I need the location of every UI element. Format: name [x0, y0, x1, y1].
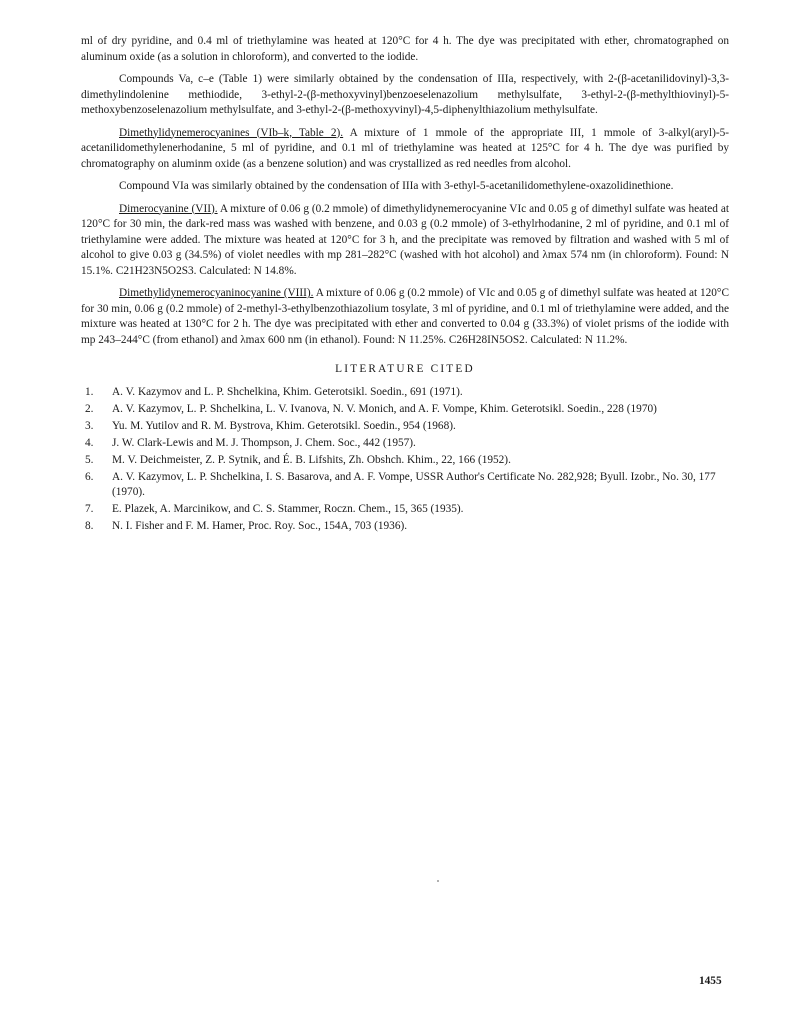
paragraph-3 [81, 126, 729, 173]
page-number: 1455 [699, 975, 722, 987]
reference-number: 3. [85, 419, 94, 432]
reference-item [81, 402, 729, 417]
reference-item [81, 519, 729, 534]
reference-item [81, 502, 729, 517]
article-body [81, 34, 729, 536]
reference-text: A. V. Kazymov, L. P. Shchelkina, L. V. Ivanova, N. V. Monich, and A. F. Vompe, Khim. Geterotsikl. Soedin., 228 (1970) [112, 402, 657, 415]
literature-heading: LITERATURE CITED [335, 363, 475, 375]
paragraph-5 [81, 202, 729, 280]
paragraph-6 [81, 286, 729, 348]
paragraph-3-text: A mixture of 1 mmole of the appropriate III, 1 mmole of 3-alkyl(aryl)-5-acetanilidomethylenerhodanine, 5 ml of pyridine, and 0.1 ml of triethylamine was heated at 125°C for 4 h. The dye was purified by chromatography on aluminm oxide (as a benzene solution) and was crystallized as red needles from alcohol. [81, 126, 730, 170]
paragraph-6-text: A mixture of 0.06 g (0.2 mmole) of VIc and 0.05 g of dimethyl sulfate was heated at 120°C for 30 min, 0.06 g (0.2 mmole) of 2-methyl-3-ethylbenzothiazolium tosylate, 3 ml of pyridine, and 0.1 ml of triethylamine were added, and the mixture was heated at 130°C for 2 h. The dye was precipitated with ether and converted to 0.04 g (33.3%) of violet prisms of the iodide with mp 243–244°C (from ethanol) and λmax 600 nm (in ethanol). Found: N 11.25%. C26H28IN5OS2. Calculated: N 11.2%. [81, 287, 729, 346]
paragraph-1: ml of dry pyridine, and 0.4 ml of triethylamine was heated at 120°C for 4 h. The dye was precipitated with ether, chromatographed on aluminum oxide (as a solution in chloroform), and converted to the iodide. [81, 35, 729, 63]
reference-item [81, 453, 729, 468]
section-lead-merocyaninocyanine: Dimethylidynemerocyaninocyanine (VIII). [119, 287, 314, 299]
reference-text: N. I. Fisher and F. M. Hamer, Proc. Roy. Soc., 154A, 703 (1936). [112, 519, 408, 532]
reference-item [81, 385, 729, 400]
paragraph-4: Compound VIa was similarly obtained by the condensation of IIIa with 3-ethyl-5-acetanilidomethylene-oxazolidinethione. [119, 180, 674, 192]
section-lead-dimethylidynemerocyanines: Dimethylidynemerocyanines (VIb–k, Table 2). [119, 126, 344, 139]
reference-item [81, 436, 729, 451]
reference-number: 7. [85, 502, 94, 515]
paragraph-2: Compounds Va, c–e (Table 1) were similarly obtained by the condensation of IIIa, respectively, with 2-(β-acetanilidovinyl)-3,3-dimethylindolenine methiodide, 3-ethyl-2-(β-methoxyvinyl)benzoeselenazolium methylsulfate, 3-ethyl-2-(β-methylthiovinyl)-5-methoxybenzoselenazolium methylsulfate, and 3-ethyl-2-(β-methoxyvinyl)-4,5-diphenylthiazolium methylsulfate. [81, 73, 729, 116]
reference-number: 8. [85, 519, 94, 532]
reference-text: A. V. Kazymov, L. P. Shchelkina, I. S. Basarova, and A. F. Vompe, USSR Author's Certificate No. 282,928; Byull. Izobr., No. 30, 177 (1970). [112, 470, 716, 498]
reference-text: Yu. M. Yutilov and R. M. Bystrova, Khim. Geterotsikl. Soedin., 954 (1968). [112, 419, 456, 432]
reference-number: 2. [85, 402, 94, 415]
reference-text: J. W. Clark-Lewis and M. J. Thompson, J. Chem. Soc., 442 (1957). [112, 436, 416, 449]
reference-number: 6. [85, 470, 94, 483]
reference-list [81, 385, 729, 534]
reference-number: 5. [85, 453, 94, 466]
reference-text: M. V. Deichmeister, Z. P. Sytnik, and É. B. Lifshits, Zh. Obshch. Khim., 22, 166 (1952). [112, 453, 511, 466]
reference-text: E. Plazek, A. Marcinikow, and C. S. Stammer, Roczn. Chem., 15, 365 (1935). [112, 502, 464, 515]
scan-speck [437, 880, 439, 882]
reference-item [81, 419, 729, 434]
paragraph-5-text: A mixture of 0.06 g (0.2 mmole) of dimethylidynemerocyanine VIc and 0.05 g of dimethyl sulfate was heated at 120°C for 30 min, the dark-red mass was washed with benzene, and 0.03 g (0.2 mmole) of 3-ethylrhodanine, 2 ml of pyridine, and 0.1 ml of triethylamine were added. The mixture was heated at 120°C for 3 h, and the precipitate was removed by filtration and washed with 5 ml of alcohol to give 0.03 g (34.5%) of violet needles with mp 281–282°C (washed with hot alcohol) and λmax 574 nm (in chloroform). Found: N 15.1%. C21H23N5O2S3. Calculated: N 14.8%. [81, 202, 729, 277]
reference-text: A. V. Kazymov and L. P. Shchelkina, Khim. Geterotsikl. Soedin., 691 (1971). [112, 385, 463, 398]
reference-number: 1. [85, 385, 94, 398]
section-lead-dimerocyanine: Dimerocyanine (VII). [119, 202, 218, 215]
reference-number: 4. [85, 436, 94, 449]
reference-item [81, 470, 729, 500]
